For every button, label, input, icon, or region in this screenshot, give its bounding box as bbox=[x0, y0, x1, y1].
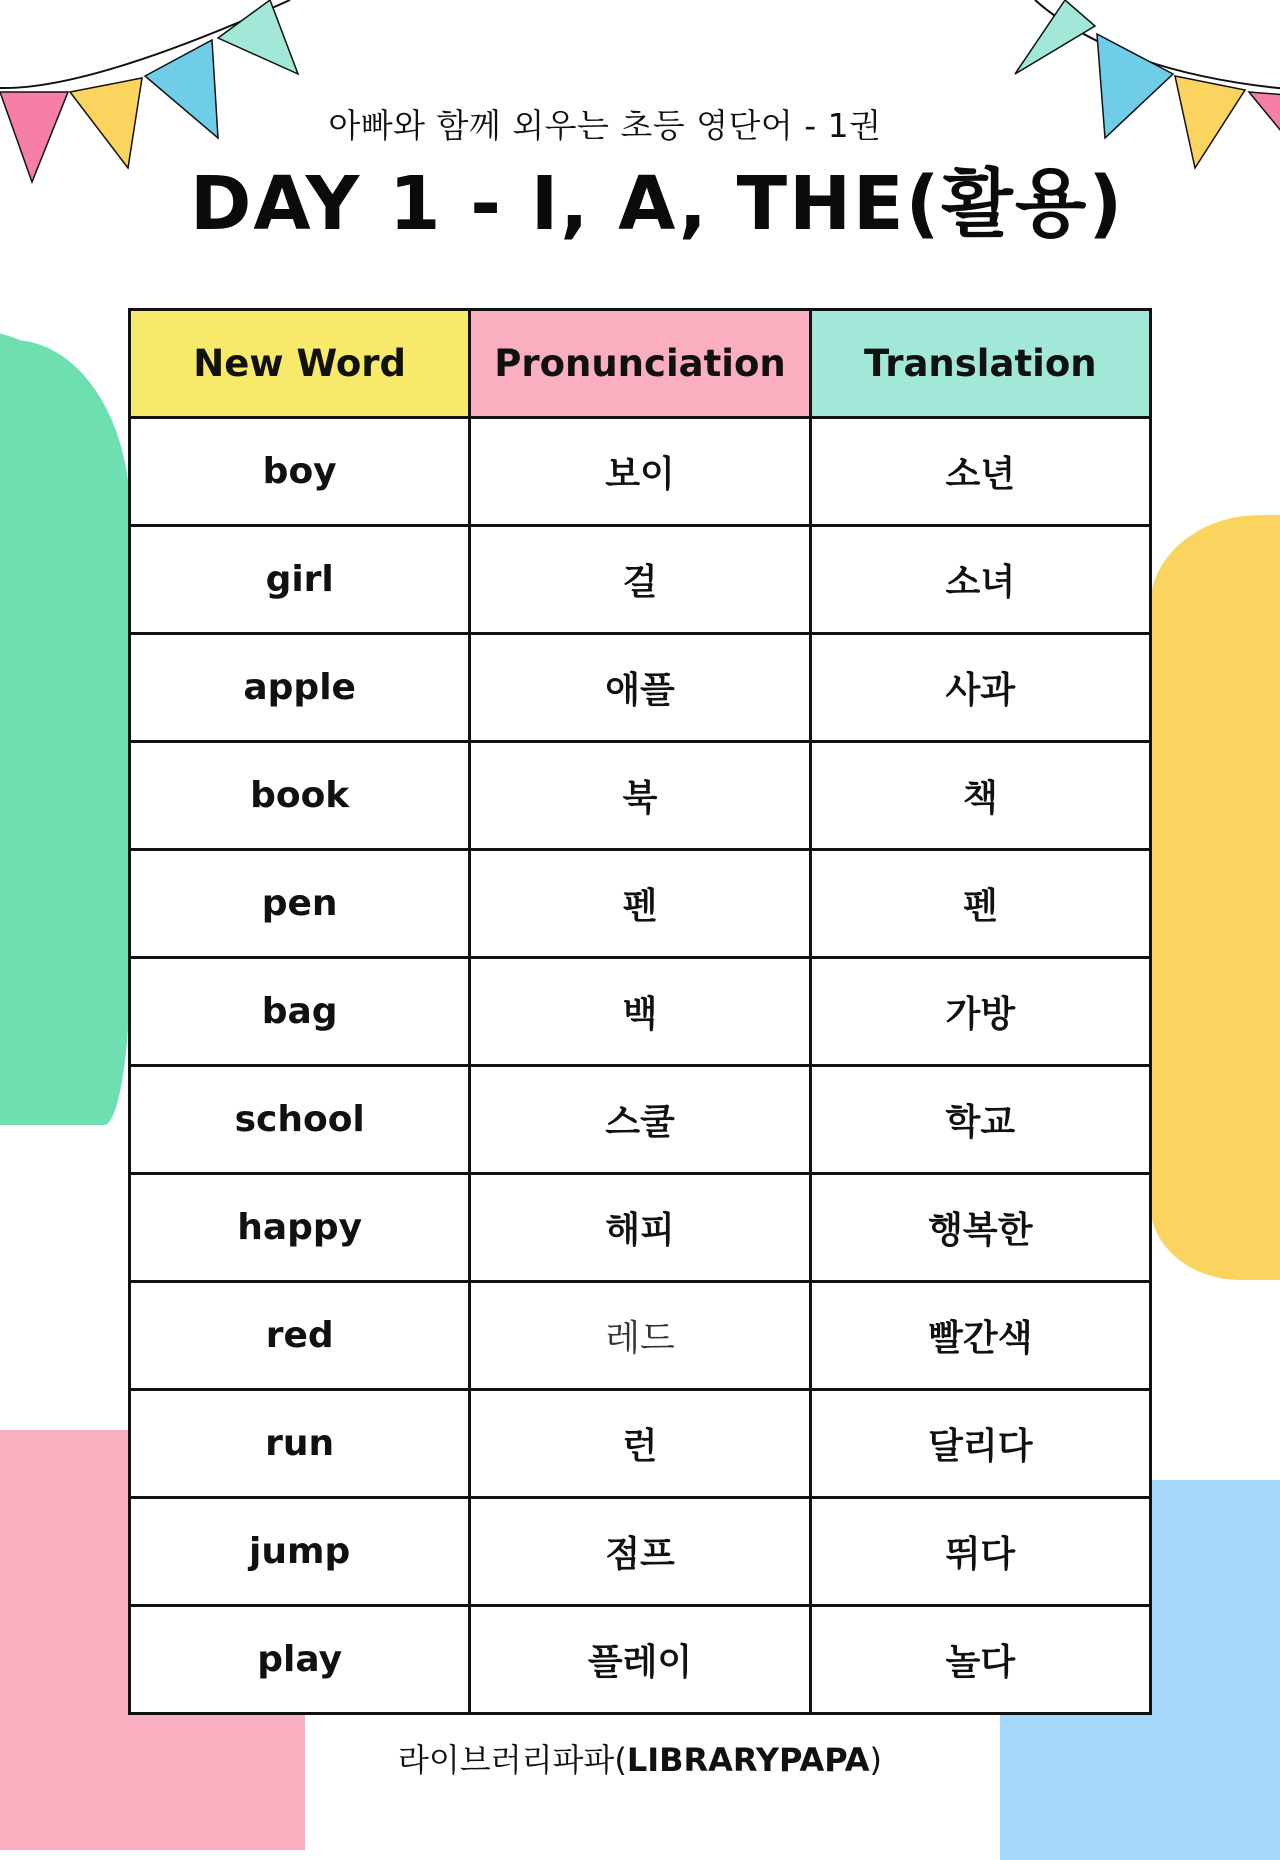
column-header-translation: Translation bbox=[810, 310, 1150, 418]
table-row bbox=[130, 526, 1151, 634]
table-row bbox=[130, 1282, 1151, 1390]
pronunciation-cell: 플레이 bbox=[470, 1606, 810, 1714]
page-subtitle: 아빠와 함께 외우는 초등 영단어 - 1권 bbox=[328, 106, 882, 145]
word-cell: happy bbox=[130, 1174, 470, 1282]
pronunciation-cell: 스쿨 bbox=[470, 1066, 810, 1174]
table-row bbox=[130, 1066, 1151, 1174]
word-cell: boy bbox=[130, 418, 470, 526]
pronunciation-cell: 펜 bbox=[470, 850, 810, 958]
word-cell: pen bbox=[130, 850, 470, 958]
pronunciation-cell: 점프 bbox=[470, 1498, 810, 1606]
word-cell: school bbox=[130, 1066, 470, 1174]
word-cell: book bbox=[130, 742, 470, 850]
word-cell: girl bbox=[130, 526, 470, 634]
word-cell: play bbox=[130, 1606, 470, 1714]
footer-brand: 라이브러리파파(LIBRARYPAPA) bbox=[397, 1741, 883, 1779]
green-background-blob bbox=[0, 340, 130, 1125]
table-row bbox=[130, 418, 1151, 526]
column-header-pronunciation: Pronunciation bbox=[470, 310, 810, 418]
word-cell: red bbox=[130, 1282, 470, 1390]
translation-cell: 놀다 bbox=[810, 1606, 1150, 1714]
word-cell: bag bbox=[130, 958, 470, 1066]
translation-cell: 책 bbox=[810, 742, 1150, 850]
translation-cell: 빨간색 bbox=[810, 1282, 1150, 1390]
table-row bbox=[130, 742, 1151, 850]
word-cell: jump bbox=[130, 1498, 470, 1606]
translation-cell: 펜 bbox=[810, 850, 1150, 958]
pronunciation-cell: 해피 bbox=[470, 1174, 810, 1282]
table-header-row bbox=[130, 310, 1151, 418]
translation-cell: 가방 bbox=[810, 958, 1150, 1066]
column-header-new-word: New Word bbox=[130, 310, 470, 418]
word-cell: run bbox=[130, 1390, 470, 1498]
pronunciation-cell: 보이 bbox=[470, 418, 810, 526]
translation-cell: 뛰다 bbox=[810, 1498, 1150, 1606]
footer-brand-korean: 라이브러리파파 bbox=[397, 1741, 615, 1779]
table-row bbox=[130, 634, 1151, 742]
pronunciation-cell: 걸 bbox=[470, 526, 810, 634]
pronunciation-cell: 레드 bbox=[470, 1282, 810, 1390]
table-row bbox=[130, 1606, 1151, 1714]
footer-brand-english: LIBRARYPAPA bbox=[626, 1741, 870, 1779]
table-row bbox=[130, 1390, 1151, 1498]
translation-cell: 행복한 bbox=[810, 1174, 1150, 1282]
translation-cell: 사과 bbox=[810, 634, 1150, 742]
translation-cell: 소년 bbox=[810, 418, 1150, 526]
translation-cell: 학교 bbox=[810, 1066, 1150, 1174]
pronunciation-cell: 런 bbox=[470, 1390, 810, 1498]
pronunciation-cell: 애플 bbox=[470, 634, 810, 742]
table-row bbox=[130, 958, 1151, 1066]
translation-cell: 소녀 bbox=[810, 526, 1150, 634]
table-row bbox=[130, 1174, 1151, 1282]
yellow-background-blob bbox=[1150, 515, 1280, 1280]
translation-cell: 달리다 bbox=[810, 1390, 1150, 1498]
vocabulary-table bbox=[128, 308, 1152, 1715]
word-cell: apple bbox=[130, 634, 470, 742]
table-row bbox=[130, 850, 1151, 958]
table-row bbox=[130, 1498, 1151, 1606]
pronunciation-cell: 백 bbox=[470, 958, 810, 1066]
page-title: DAY 1 - I, A, THE(활용) bbox=[190, 161, 1125, 247]
pronunciation-cell: 북 bbox=[470, 742, 810, 850]
